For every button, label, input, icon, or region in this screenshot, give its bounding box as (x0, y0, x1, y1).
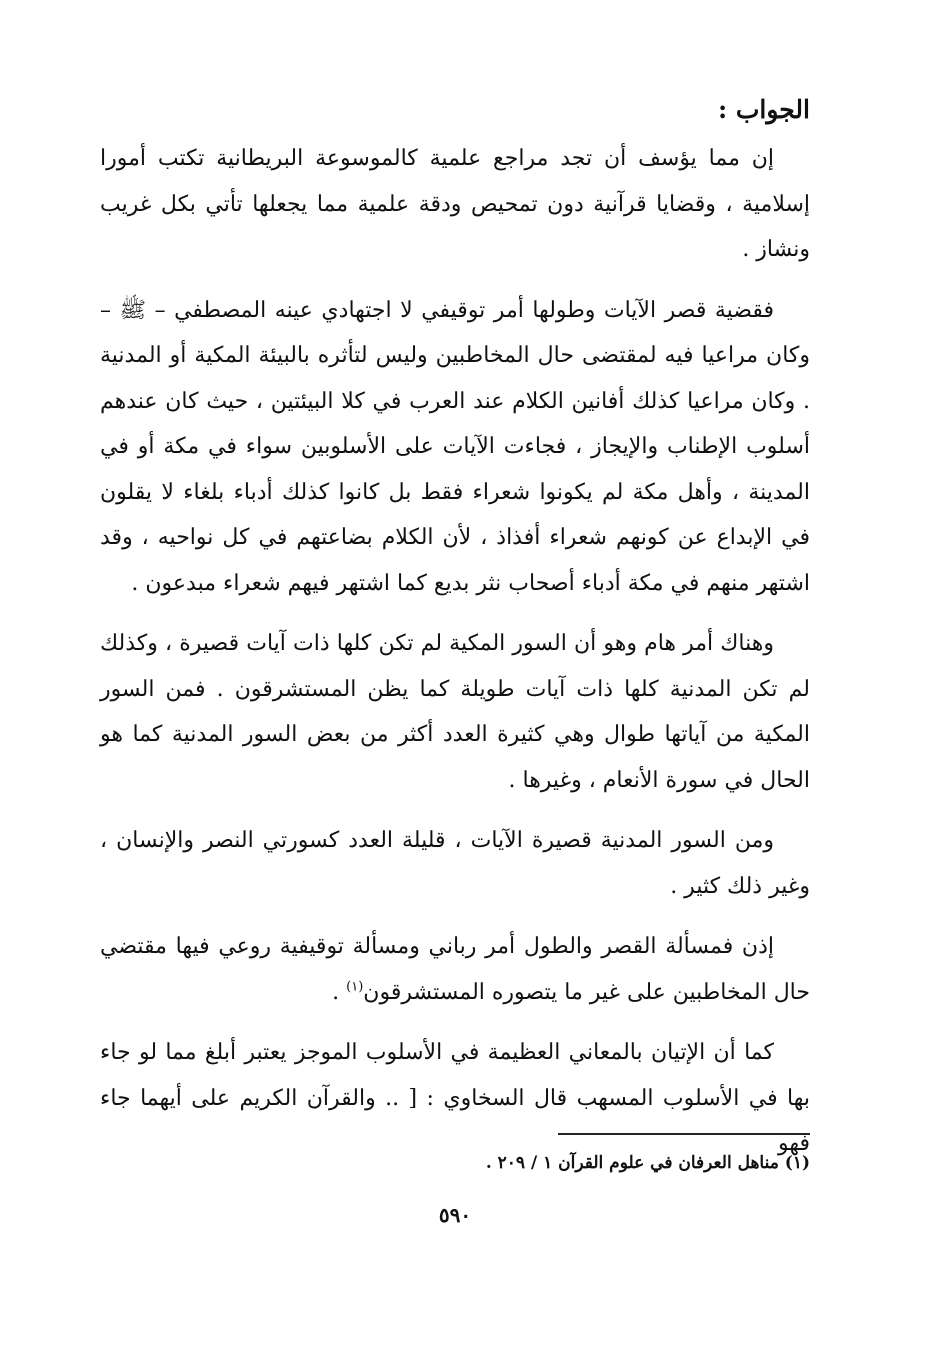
page-number: ٥٩٠ (438, 1203, 472, 1227)
paragraph-5-text: إذن فمسألة القصر والطول أمر رباني ومسألة توقيفية روعي فيها مقتضي حال المخاطبين على غير ما يتصوره المستشرقون (100, 934, 810, 1005)
paragraph-5 (100, 924, 810, 1015)
footnote-divider (558, 1133, 810, 1135)
answer-heading: الجواب : (717, 95, 810, 124)
book-page (100, 88, 810, 1288)
paragraph-4: ومن السور المدنية قصيرة الآيات ، قليلة العدد كسورتي النصر والإنسان ، وغير ذلك كثير . (100, 828, 810, 899)
paragraph-6: كما أن الإتيان بالمعاني العظيمة في الأسلوب الموجز يعتبر أبلغ مما لو جاء بها في الأسلوب المسهب قال السخاوي : [ .. والقرآن الكريم على أيهما جاء فهو (100, 1040, 810, 1156)
paragraph-1: إن مما يؤسف أن تجد مراجع علمية كالموسوعة البريطانية تكتب أمورا إسلامية ، وقضايا قرآنية دون تمحيص ودقة علمية مما يجعلها تأتي بكل غريب ونشاز . (100, 146, 810, 262)
footnote-marker: (١) (346, 979, 364, 995)
footnote: (١) مناهل العرفان في علوم القرآن ١ / ٢٠٩ . (485, 1153, 810, 1173)
paragraph-3: وهناك أمر هام وهو أن السور المكية لم تكن كلها ذات آيات قصيرة ، وكذلك لم تكن المدنية كلها ذات آيات طويلة كما يظن المستشرقون . فمن السور المكية من آياتها طوال وهي كثيرة العدد أكثر من بعض السور المدنية كما هو الحال في سورة الأنعام ، وغيرها . (100, 631, 810, 793)
paragraph-2: فقضية قصر الآيات وطولها أمر توقيفي لا اجتهادي عينه المصطفي – ﷺ – وكان مراعيا فيه لمقتضى حال المخاطبين وليس لتأثره بالبيئة المكية أو المدنية . وكان مراعيا كذلك أفانين الكلام عند العرب في كلا البيئتين ، حيث كان عندهم أسلوب الإطناب والإيجاز ، فجاءت الآيات على الأسلوبين سواء في مكة أو في المدينة ، وأهل مكة لم يكونوا شعراء فقط بل كانوا كذلك أدباء بلغاء لا يقلون في الإبداع عن كونهم شعراء أفذاذ ، لأن الكلام بضاعتهم في كل نواحيه ، وقد اشتهر منهم في مكة أدباء أصحاب نثر بديع كما اشتهر فيهم شعراء مبدعون . (100, 297, 810, 596)
paragraph-5-end: . (332, 979, 347, 1005)
